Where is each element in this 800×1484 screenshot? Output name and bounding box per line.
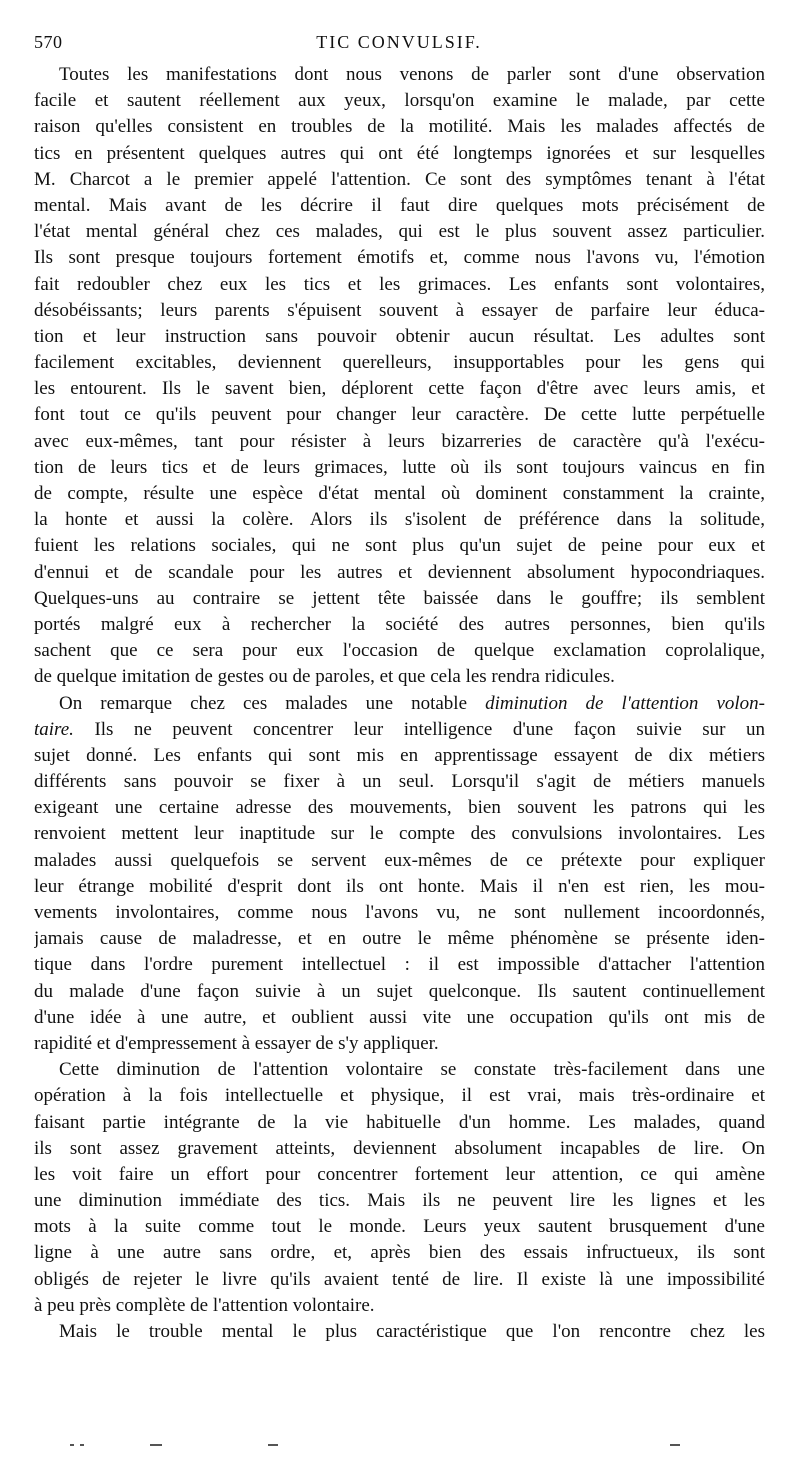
text-line: avec eux-mêmes, tant pour résister à leurs bizarreries de caractère qu'à l'exécu- <box>34 430 765 452</box>
text-line: leur étrange mobilité d'esprit dont ils ont honte. Mais il n'en est rien, les mou- <box>34 875 765 897</box>
text-line: facilement excitables, deviennent querelleurs, insupportables pour les gens qui <box>34 352 765 374</box>
text-line: les entourent. Ils le savent bien, déplorent cette façon d'être avec leurs amis, et <box>34 378 765 400</box>
text-line: ils sont assez gravement atteints, deviennent absolument incapables de lire. On <box>34 1137 765 1159</box>
text-line: exigeant une certaine adresse des mouvements, bien souvent les patrons qui les <box>34 797 765 819</box>
text-line: de quelque imitation de gestes ou de paroles, et que cela les rendra ridicules. <box>34 666 615 688</box>
text-line: fait redoubler chez eux les tics et les grimaces. Les enfants sont volontaires, <box>34 273 765 295</box>
text-line: tion et leur instruction sans pouvoir obtenir aucun résultat. Les adultes sont <box>34 325 765 347</box>
text-line: différents sans pouvoir se fixer à un seul. Lorsqu'il s'agit de métiers manuels <box>34 771 765 793</box>
text-line: facile et sautent réellement aux yeux, lorsqu'on examine le malade, par cette <box>34 90 765 112</box>
text-line: rapidité et d'empressement à essayer de s'y appliquer. <box>34 1032 439 1054</box>
running-title: TIC CONVULSIF. <box>316 32 482 52</box>
text-line: tique dans l'ordre purement intellectuel : il est impossible d'attacher l'attention <box>34 954 765 976</box>
text-line: raison qu'elles consistent en troubles de la motilité. Mais les malades affectés de <box>34 116 765 138</box>
text-line: mots à la suite comme tout le monde. Leurs yeux sautent brusquement d'une <box>34 1216 765 1238</box>
text-line: tics en présentent quelques autres qui ont été longtemps ignorées et sur lesquelles <box>34 142 765 164</box>
paragraph-2 <box>34 691 765 1058</box>
text-line: tion de leurs tics et de leurs grimaces, lutte où ils sont toujours vaincus en fin <box>34 456 765 478</box>
text-line: font tout ce qu'ils peuvent pour changer leur caractère. De cette lutte perpétuelle <box>34 404 765 426</box>
text-line: une diminution immédiate des tics. Mais ils ne peuvent lire les lignes et les <box>34 1190 765 1212</box>
text-line: d'ennui et de scandale pour les autres et deviennent absolument hypocondriaques. <box>34 561 765 583</box>
text-line: Toutes les manifestations dont nous venons de parler sont d'une observation <box>59 64 765 85</box>
text-line: d'une idée à une autre, et oublient aussi vite une occupation qu'ils ont mis de <box>34 1006 765 1028</box>
italic-phrase: taire. <box>34 718 74 740</box>
text-line: M. Charcot a le premier appelé l'attention. Ce sont des symptômes tenant à l'état <box>34 168 765 190</box>
text-line: fuient les relations sociales, qui ne sont plus qu'un sujet de peine pour eux et <box>34 535 765 557</box>
text-line: du malade d'une façon suivie à un sujet quelconque. Ils sautent continuellement <box>34 980 765 1002</box>
text-line: ligne à une autre sans ordre, et, après bien des essais infructueux, ils sont <box>34 1242 765 1264</box>
text-line: Quelques-uns au contraire se jettent tête baissée dans le gouffre; ils semblent <box>34 587 765 609</box>
text-line: de compte, résulte une espèce d'état mental où dominent constamment la crainte, <box>34 483 765 504</box>
text-line: Cette diminution de l'attention volontaire se constate très-facilement dans une <box>59 1059 765 1081</box>
text-line: portés malgré eux à rechercher la société des autres personnes, bien qu'ils <box>34 613 765 635</box>
text-line: sujet donné. Les enfants qui sont mis en apprentissage essayent de dix métiers <box>34 744 765 766</box>
text-line: la honte et aussi la colère. Alors ils s'isolent de préférence dans la solitude, <box>34 509 765 531</box>
text-line: renvoient mettent leur inaptitude sur le compte des convulsions involontaires. Les <box>34 823 765 845</box>
text-line: sachent que ce sera pour eux l'occasion de quelque exclamation coprolalique, <box>34 640 765 662</box>
text-line: malades aussi quelquefois se servent eux-mêmes de ce prétexte pour expliquer <box>34 849 765 871</box>
text-line: Ils sont presque toujours fortement émotifs et, comme nous l'avons vu, l'émotion <box>34 247 765 269</box>
text-line: opération à la fois intellectuelle et physique, il est vrai, mais très-ordinaire et <box>34 1085 765 1107</box>
bottom-print-marks <box>60 1444 700 1450</box>
text-line: vements involontaires, comme nous l'avons vu, ne sont nullement incoordonnés, <box>34 902 765 923</box>
page-header <box>34 30 764 54</box>
text-line: obligés de rejeter le livre qu'ils avaient tenté de lire. Il existe là une impossibilité <box>34 1268 765 1290</box>
paragraph-3 <box>34 1057 765 1319</box>
text-line: mental. Mais avant de les décrire il faut dire quelques mots précisément de <box>34 194 765 216</box>
text-line: l'état mental général chez ces malades, qui est le plus souvent assez particulier. <box>34 221 765 243</box>
text-line: désobéissants; leurs parents s'épuisent souvent à essayer de parfaire leur éduca- <box>34 299 765 321</box>
italic-phrase: diminution de l'attention volon- <box>485 692 765 714</box>
text-line: jamais cause de maladresse, et en outre le même phénomène se présente iden- <box>34 928 765 950</box>
body-text <box>34 62 765 1345</box>
paragraph-1 <box>34 62 765 691</box>
text-line: à peu près complète de l'attention volontaire. <box>34 1294 375 1316</box>
text-line: faisant partie intégrante de la vie habituelle d'un homme. Les malades, quand <box>34 1111 765 1133</box>
text-line: taire. Ils ne peuvent concentrer leur intelligence d'une façon suivie sur un <box>34 718 765 740</box>
page-number: 570 <box>34 32 63 52</box>
text-line: Mais le trouble mental le plus caractéristique que l'on rencontre chez les <box>59 1321 765 1342</box>
text-line: On remarque chez ces malades une notable diminution de l'attention volon- <box>59 692 765 714</box>
paragraph-4 <box>34 1319 765 1345</box>
text-line: les voit faire un effort pour concentrer fortement leur attention, ce qui amène <box>34 1163 765 1185</box>
